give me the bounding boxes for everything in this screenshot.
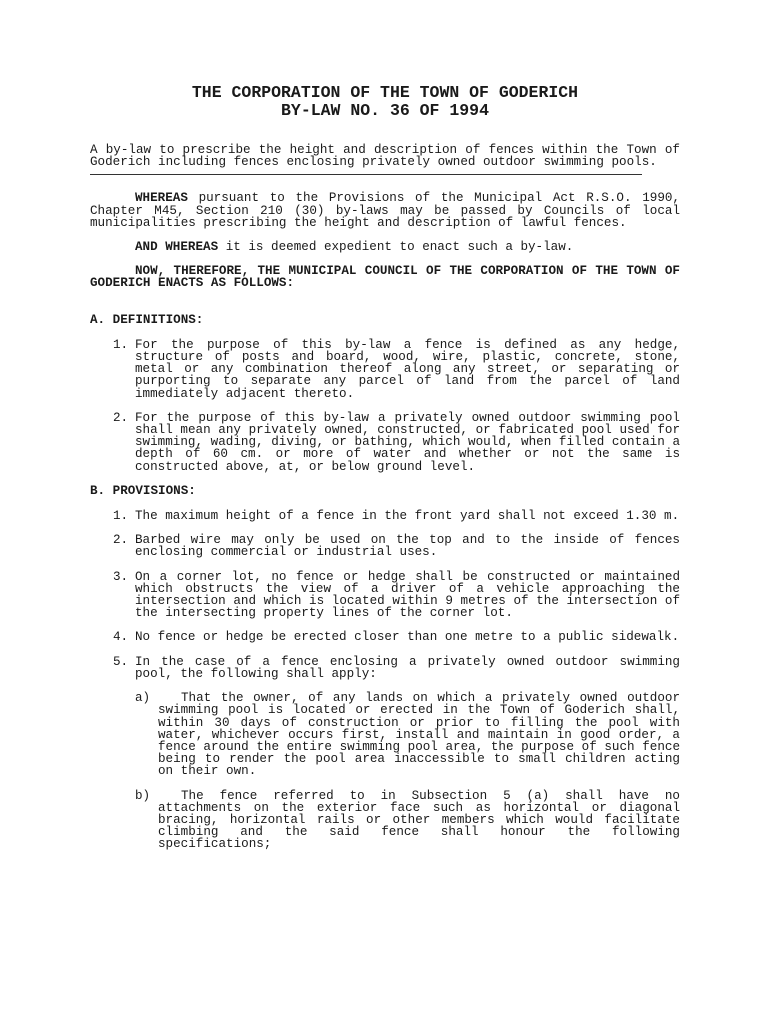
section-b-heading: B. PROVISIONS: [90, 483, 196, 498]
item-text: No fence or hedge be erected closer than one metre to a public sidewalk. [135, 630, 680, 645]
item-number: 1. [113, 337, 129, 352]
item-text: The maximum height of a fence in the front yard shall not exceed 1.30 m. [135, 509, 680, 524]
provisions-list [90, 510, 680, 850]
title-line-1: THE CORPORATION OF THE TOWN OF GODERICH [191, 83, 579, 102]
sub-list-item [135, 692, 680, 777]
definitions-list [90, 339, 680, 473]
item-number: 4. [113, 630, 129, 645]
item-text: For the purpose of this by-law a privately owned outdoor swimming pool shall mean any privately owned, constructed, or fabricated pool used for swimming, wading, diving, or bathing, which would, when filled contain a depth of 60 cm. or more of water and whether or not the same is constructed above, at, or below ground level. [135, 410, 680, 474]
list-item [90, 631, 680, 643]
sub-item-letter: a) [135, 691, 151, 706]
item-text: For the purpose of this by-law a fence is defined as any hedge, structure of posts and board, wood, wire, plastic, concrete, stone, metal or any combination thereof along any street, or separating or purporting to separate any parcel of land from the parcel of land immediately adjacent thereto. [135, 337, 680, 401]
whereas-lead: WHEREAS [135, 191, 188, 206]
list-item [90, 339, 680, 400]
list-item [90, 510, 680, 522]
sub-item-text: The fence referred to in Subsection 5 (a) shall have no attachments on the exterior face such as horizontal or diagonal bracing, horizontal rails or other members which would facilitate climbing and the said fence shall honour the following specifications; [158, 788, 680, 852]
item-number: 5. [113, 654, 129, 669]
list-item [90, 412, 680, 473]
sub-list-item [135, 790, 680, 851]
list-item [90, 571, 680, 620]
section-a-heading: A. DEFINITIONS: [90, 312, 204, 327]
list-item [90, 534, 680, 558]
item-number: 1. [113, 509, 129, 524]
item-number: 2. [113, 533, 129, 548]
enacting-clause-text: NOW, THEREFORE, THE MUNICIPAL COUNCIL OF THE CORPORATION OF THE TOWN OF GODERICH ENACTS AS FOLLOWS: [90, 264, 680, 291]
and-whereas-text: it is deemed expedient to enact such a by-law. [218, 240, 574, 255]
intro-paragraph: A by-law to prescribe the height and description of fences within the Town of Goderich including fences enclosing privately owned outdoor swimming pools. [90, 143, 680, 170]
sub-item-text: That the owner, of any lands on which a privately owned outdoor swimming pool is located or erected in the Town of Goderich shall, within 30 days of construction or prior to filling the pool with water, whichever occurs first, install and maintain in good order, a fence around the entire swimming pool area, the purpose of such fence being to render the pool area inaccessible to small children acting on their own. [158, 691, 680, 779]
and-whereas-lead: AND WHEREAS [135, 240, 219, 255]
item-text: In the case of a fence enclosing a privately owned outdoor swimming pool, the following shall apply: [135, 654, 680, 681]
whereas-paragraph [90, 192, 680, 229]
enacting-clause [90, 265, 680, 289]
document-title [90, 84, 680, 120]
divider-rule [90, 174, 642, 175]
item-text: On a corner lot, no fence or hedge shall be constructed or maintained which obstructs the view of a driver of a vehicle approaching the intersection and which is located within 9 metres of the intersection of the intersecting property lines of the corner lot. [135, 569, 680, 621]
and-whereas-paragraph [90, 241, 680, 253]
sub-item-letter: b) [135, 788, 151, 803]
pool-fence-sublist [135, 692, 680, 850]
item-number: 3. [113, 569, 129, 584]
item-text: Barbed wire may only be used on the top and to the inside of fences enclosing commercial or industrial uses. [135, 533, 680, 560]
item-number: 2. [113, 410, 129, 425]
list-item [90, 656, 680, 851]
title-line-2: BY-LAW NO. 36 OF 1994 [281, 101, 489, 120]
whereas-text: pursuant to the Provisions of the Municipal Act R.S.O. 1990, Chapter M45, Section 210 (30) by-laws may be passed by Councils of local municipalities prescribing the height and description of lawful fences. [90, 191, 680, 230]
